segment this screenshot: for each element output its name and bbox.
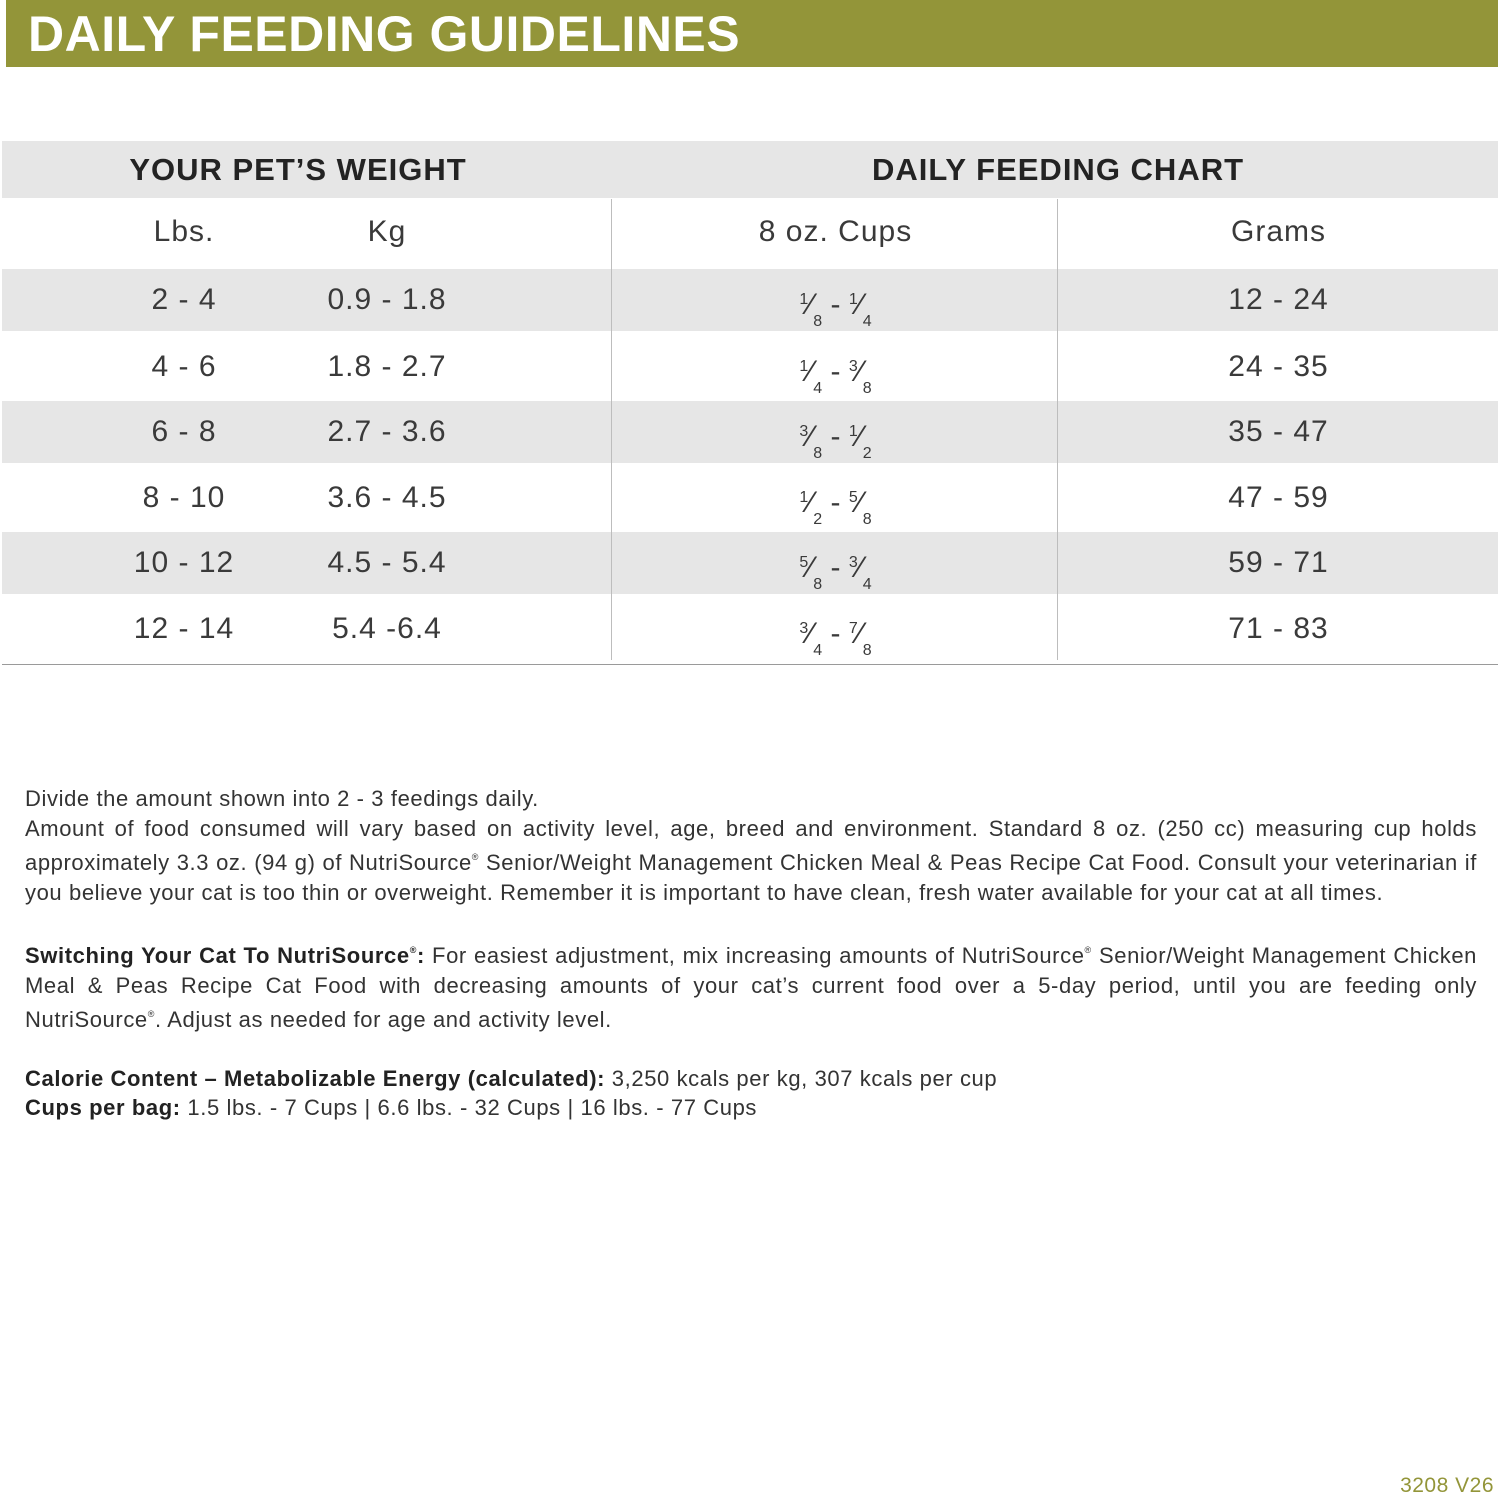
column-divider <box>1057 199 1058 660</box>
lbs-cell: 2 - 4 <box>151 283 217 316</box>
lbs-cell: 10 - 12 <box>133 546 235 579</box>
feeding-chart-header: DAILY FEEDING CHART <box>871 152 1245 187</box>
kg-cell: 1.8 - 2.7 <box>327 350 447 383</box>
grams-cell: 12 - 24 <box>1228 283 1329 316</box>
cups-per-bag: Cups per bag: 1.5 lbs. - 7 Cups | 6.6 lbs. - 32 Cups | 16 lbs. - 77 Cups <box>25 1095 758 1120</box>
lbs-cell: 4 - 6 <box>151 350 217 383</box>
table-row <box>2 269 1498 331</box>
feeding-table <box>2 141 1498 666</box>
pet-weight-header: YOUR PET’S WEIGHT <box>129 152 467 187</box>
table-row <box>2 596 1498 661</box>
table-bottom-rule <box>2 664 1498 665</box>
lbs-cell: 12 - 14 <box>133 612 235 645</box>
lbs-cell: 6 - 8 <box>151 415 217 448</box>
title-banner <box>6 0 1498 67</box>
cups-cell: $^1⁄_8$ - $^1⁄_4$ <box>799 288 872 330</box>
kg-cell: 2.7 - 3.6 <box>327 415 447 448</box>
table-row <box>2 401 1498 463</box>
cups-cell: $^1⁄_2$ - $^5⁄_8$ <box>799 486 872 528</box>
kg-column-header: Kg <box>367 215 407 248</box>
cups-column-header: 8 oz. Cups <box>758 215 913 248</box>
cups-cell: $^3⁄_4$ - $^7⁄_8$ <box>799 617 872 659</box>
column-divider <box>611 199 612 660</box>
table-row <box>2 465 1498 530</box>
divide-note: Divide the amount shown into 2 - 3 feedings daily. <box>25 786 539 811</box>
cups-cell: $^3⁄_8$ - $^1⁄_2$ <box>799 420 872 462</box>
kg-cell: 3.6 - 4.5 <box>327 481 447 514</box>
table-row <box>2 334 1498 399</box>
table-row <box>2 532 1498 594</box>
page-title: DAILY FEEDING GUIDELINES <box>28 6 741 62</box>
table-group-header-row <box>2 141 1498 198</box>
grams-cell: 24 - 35 <box>1228 350 1329 383</box>
lbs-column-header: Lbs. <box>153 215 215 248</box>
switching-label: Switching Your Cat To NutriSource®: <box>25 943 425 968</box>
grams-cell: 35 - 47 <box>1228 415 1329 448</box>
grams-cell: 71 - 83 <box>1228 612 1329 645</box>
cups-cell: $^1⁄_4$ - $^3⁄_8$ <box>799 355 872 397</box>
switching-note: Switching Your Cat To NutriSource®: For easiest adjustment, mix increasing amounts of NutriSource® Senior/Weight Management Chicken Meal & Peas Recipe Cat Food with decreasing amounts of your cat’s current food over a 5-day period, until you are feeding only NutriSource®. Adjust as needed for age and activity level. <box>25 943 1477 1032</box>
grams-cell: 59 - 71 <box>1228 546 1329 579</box>
column-header-row <box>2 199 1498 264</box>
grams-column-header: Grams <box>1231 215 1326 248</box>
kg-cell: 5.4 -6.4 <box>332 612 442 645</box>
lbs-cell: 8 - 10 <box>142 481 226 514</box>
calorie-content: Calorie Content – Metabolizable Energy (calculated): 3,250 kcals per kg, 307 kcals per cup <box>25 1065 998 1091</box>
product-code: 3208 V26 <box>1400 1474 1494 1497</box>
kg-cell: 0.9 - 1.8 <box>327 283 447 316</box>
grams-cell: 47 - 59 <box>1228 481 1329 514</box>
cups-cell: $^5⁄_8$ - $^3⁄_4$ <box>799 551 872 593</box>
amount-note: Amount of food consumed will vary based on activity level, age, breed and environment. Standard 8 oz. (250 cc) measuring cup holds approximately 3.3 oz. (94 g) of NutriSource® Senior/Weight Management Chicken Meal & Peas Recipe Cat Food. Consult your veterinarian if you believe your cat is too thin or overweight. Remember it is important to have clean, fresh water available for your cat at all times. <box>25 815 1477 905</box>
feeding-notes <box>25 784 1477 1123</box>
kg-cell: 4.5 - 5.4 <box>327 546 447 579</box>
